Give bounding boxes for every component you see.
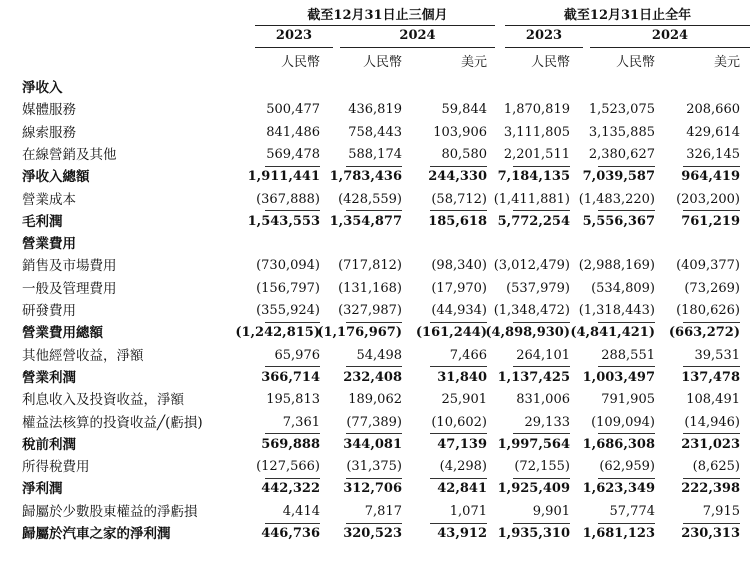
- value-cell: 7,915: [702, 503, 740, 519]
- value-cell: 288,551: [601, 347, 655, 363]
- value-cell: 244,330: [428, 169, 487, 185]
- table-row: [0, 523, 750, 545]
- value-cell: (17,970): [431, 280, 487, 296]
- value-cell: (537,979): [506, 280, 570, 296]
- row-label: 線索服務: [22, 124, 76, 141]
- value-cell: 230,313: [681, 526, 740, 541]
- value-cell: 569,888: [261, 436, 320, 452]
- value-cell: 1,523,075: [588, 102, 655, 118]
- value-cell: 442,322: [261, 481, 320, 497]
- value-cell: (730,094): [256, 258, 320, 274]
- value-cell: 446,736: [261, 526, 320, 541]
- row-label: 營業成本: [22, 191, 76, 208]
- value-cell: 1,071: [449, 503, 487, 519]
- value-cell: (1,348,472): [493, 303, 570, 318]
- header-rule: [505, 25, 750, 26]
- value-cell: (428,559): [338, 191, 402, 207]
- value-cell: (58,712): [431, 191, 487, 207]
- value-cell: 569,478: [266, 146, 320, 162]
- total-rule: [683, 478, 740, 479]
- total-rule: [513, 322, 570, 323]
- row-label: 歸屬於少數股東權益的淨虧損: [22, 503, 198, 520]
- value-cell: (1,242,815): [235, 325, 320, 341]
- value-cell: 344,081: [343, 436, 402, 452]
- total-rule: [346, 433, 402, 434]
- value-cell: (77,389): [346, 414, 402, 430]
- value-cell: 964,419: [681, 169, 740, 185]
- value-cell: 791,905: [601, 392, 655, 408]
- row-label: 淨利潤: [22, 481, 63, 498]
- total-rule: [513, 523, 570, 524]
- value-cell: 80,580: [441, 146, 487, 162]
- table-row: [0, 478, 750, 500]
- value-cell: 3,135,885: [588, 124, 655, 140]
- value-cell: (72,155): [514, 459, 570, 475]
- value-cell: 1,925,409: [497, 481, 570, 497]
- value-cell: (62,959): [599, 459, 655, 475]
- value-cell: 831,006: [516, 392, 570, 408]
- total-rule: [265, 523, 320, 524]
- year-header: 2024: [651, 28, 689, 43]
- total-rule: [346, 166, 402, 167]
- total-rule: [430, 478, 487, 479]
- value-cell: (534,809): [591, 280, 655, 296]
- value-cell: 5,556,367: [582, 213, 655, 229]
- row-label: 所得稅費用: [22, 459, 90, 476]
- value-cell: 47,139: [437, 436, 487, 452]
- total-rule: [683, 210, 740, 211]
- value-cell: 1,911,441: [247, 169, 320, 185]
- value-cell: 231,023: [681, 436, 740, 452]
- value-cell: (355,924): [256, 303, 320, 318]
- value-cell: 1,997,564: [497, 436, 570, 452]
- total-rule: [683, 523, 740, 524]
- total-rule: [430, 322, 487, 323]
- value-cell: 7,184,135: [497, 169, 570, 185]
- value-cell: (4,841,421): [570, 325, 655, 341]
- total-rule: [430, 433, 487, 434]
- row-label: 營業費用總額: [22, 325, 103, 342]
- value-cell: 42,841: [437, 481, 487, 497]
- value-cell: 1,623,349: [582, 481, 655, 497]
- total-rule: [346, 366, 402, 367]
- value-cell: 1,003,497: [582, 369, 655, 385]
- value-cell: (4,298): [439, 459, 487, 475]
- total-rule: [598, 366, 655, 367]
- value-cell: 2,201,511: [503, 146, 570, 162]
- total-rule: [513, 433, 570, 434]
- value-cell: (73,269): [684, 280, 740, 296]
- value-cell: 137,478: [681, 369, 740, 385]
- value-cell: (663,272): [668, 325, 740, 341]
- value-cell: 2,380,627: [588, 146, 655, 162]
- value-cell: 1,681,123: [582, 526, 655, 541]
- value-cell: 103,906: [433, 124, 487, 140]
- table-row: [0, 211, 750, 233]
- total-rule: [598, 433, 655, 434]
- table-row: [0, 77, 750, 99]
- value-cell: 195,813: [266, 392, 320, 408]
- value-cell: 366,714: [261, 369, 320, 385]
- value-cell: (1,483,220): [578, 191, 655, 207]
- value-cell: 841,486: [266, 124, 320, 140]
- value-cell: (156,797): [256, 280, 320, 296]
- year-header: 2023: [525, 28, 563, 43]
- table-row: [0, 189, 750, 211]
- value-cell: 222,398: [681, 481, 740, 497]
- section-heading: 營業費用: [22, 236, 76, 253]
- currency-header: 人民幣: [280, 55, 320, 70]
- year-rule: [505, 47, 583, 48]
- value-cell: (1,411,881): [493, 191, 570, 207]
- total-rule: [346, 478, 402, 479]
- value-cell: 9,901: [532, 503, 570, 519]
- row-label: 歸屬於汽車之家的淨利潤: [22, 526, 171, 542]
- table-row: [0, 434, 750, 456]
- value-cell: (109,094): [591, 414, 655, 430]
- row-label: 其他經營收益，淨額: [22, 347, 144, 364]
- total-rule: [683, 366, 740, 367]
- value-cell: 758,443: [348, 124, 402, 140]
- value-cell: 59,844: [441, 102, 487, 118]
- value-cell: 7,466: [449, 347, 487, 363]
- table-row: [0, 501, 750, 523]
- total-rule: [430, 166, 487, 167]
- table-row: [0, 278, 750, 300]
- table-row: [0, 300, 750, 322]
- table-row: [0, 389, 750, 411]
- currency-header: 人民幣: [362, 55, 402, 70]
- currency-header: 美元: [460, 55, 487, 70]
- row-label: 淨收入總額: [22, 169, 90, 186]
- value-cell: 65,976: [274, 347, 320, 363]
- total-rule: [683, 322, 740, 323]
- value-cell: 588,174: [348, 146, 402, 162]
- row-label: 權益法核算的投資收益╱(虧損): [22, 414, 203, 431]
- value-cell: 7,361: [282, 414, 320, 430]
- total-rule: [265, 166, 320, 167]
- value-cell: 1,543,553: [247, 213, 320, 229]
- value-cell: 320,523: [343, 526, 402, 541]
- value-cell: (180,626): [676, 303, 740, 318]
- value-cell: (98,340): [431, 258, 487, 274]
- currency-header: 人民幣: [615, 55, 655, 70]
- value-cell: 326,145: [686, 146, 740, 162]
- row-label: 媒體服務: [22, 102, 76, 119]
- value-cell: 31,840: [437, 369, 487, 385]
- total-rule: [598, 523, 655, 524]
- value-cell: 39,531: [694, 347, 740, 363]
- value-cell: 7,817: [364, 503, 402, 519]
- value-cell: 5,772,254: [497, 213, 570, 229]
- table-row: [0, 456, 750, 478]
- table-row: [0, 122, 750, 144]
- year-rule: [340, 47, 495, 48]
- value-cell: (367,888): [256, 191, 320, 207]
- table-row: [0, 412, 750, 434]
- total-rule: [598, 210, 655, 211]
- total-rule: [265, 478, 320, 479]
- value-cell: 436,819: [348, 102, 402, 118]
- row-label: 稅前利潤: [22, 436, 76, 453]
- value-cell: 429,614: [686, 124, 740, 140]
- table-row: [0, 345, 750, 367]
- value-cell: (3,012,479): [493, 258, 570, 274]
- value-cell: (161,244): [415, 325, 487, 341]
- value-cell: 4,414: [282, 503, 320, 519]
- total-rule: [598, 322, 655, 323]
- value-cell: 1,137,425: [497, 369, 570, 385]
- year-rule: [255, 47, 333, 48]
- value-cell: (8,625): [692, 459, 740, 475]
- value-cell: 25,901: [441, 392, 487, 408]
- value-cell: 232,408: [343, 369, 402, 385]
- value-cell: (31,375): [346, 459, 402, 475]
- total-rule: [513, 166, 570, 167]
- section-heading: 淨收入: [22, 80, 63, 96]
- value-cell: 761,219: [681, 213, 740, 229]
- currency-header: 美元: [713, 55, 740, 70]
- row-label: 銷售及市場費用: [22, 258, 117, 275]
- year-header: 2023: [275, 28, 313, 43]
- value-cell: 500,477: [266, 102, 320, 118]
- total-rule: [346, 322, 402, 323]
- value-cell: 185,618: [428, 213, 487, 229]
- full-year-header: 截至12月31日止全年: [563, 8, 692, 23]
- table-row: [0, 322, 750, 344]
- value-cell: (1,176,967): [317, 325, 402, 341]
- row-label: 毛利潤: [22, 213, 63, 230]
- total-rule: [346, 523, 402, 524]
- value-cell: 3,111,805: [503, 124, 570, 140]
- row-label: 利息收入及投資收益，淨額: [22, 392, 184, 409]
- total-rule: [598, 166, 655, 167]
- value-cell: 264,101: [516, 347, 570, 363]
- value-cell: 208,660: [686, 102, 740, 118]
- total-rule: [683, 166, 740, 167]
- value-cell: 43,912: [437, 526, 487, 541]
- year-rule: [590, 47, 750, 48]
- total-rule: [346, 210, 402, 211]
- total-rule: [265, 366, 320, 367]
- table-row: [0, 233, 750, 255]
- total-rule: [513, 366, 570, 367]
- value-cell: (44,934): [431, 303, 487, 318]
- value-cell: 1,686,308: [582, 436, 655, 452]
- value-cell: (2,988,169): [578, 258, 655, 274]
- total-rule: [683, 433, 740, 434]
- value-cell: 108,491: [686, 392, 740, 408]
- currency-header: 人民幣: [530, 55, 570, 70]
- value-cell: 1,935,310: [497, 526, 570, 541]
- total-rule: [513, 478, 570, 479]
- value-cell: 189,062: [348, 392, 402, 408]
- row-label: 營業利潤: [22, 369, 76, 386]
- value-cell: (1,318,443): [578, 303, 655, 318]
- total-rule: [265, 322, 320, 323]
- value-cell: (4,898,930): [485, 325, 570, 341]
- total-rule: [513, 210, 570, 211]
- value-cell: (10,602): [431, 414, 487, 430]
- value-cell: 29,133: [524, 414, 570, 430]
- value-cell: 57,774: [609, 503, 655, 519]
- value-cell: (409,377): [676, 258, 740, 274]
- table-row: [0, 255, 750, 277]
- total-rule: [265, 210, 320, 211]
- table-row: [0, 99, 750, 121]
- row-label: 研發費用: [22, 303, 76, 319]
- total-rule: [598, 478, 655, 479]
- value-cell: 54,498: [356, 347, 402, 363]
- row-label: 在線營銷及其他: [22, 146, 117, 163]
- value-cell: (127,566): [256, 459, 320, 475]
- row-label: 一般及管理費用: [22, 280, 117, 297]
- value-cell: 1,783,436: [329, 169, 402, 185]
- value-cell: (14,946): [684, 414, 740, 430]
- value-cell: (327,987): [338, 303, 402, 318]
- total-rule: [265, 433, 320, 434]
- value-cell: (203,200): [676, 191, 740, 207]
- table-row: [0, 144, 750, 166]
- total-rule: [430, 210, 487, 211]
- value-cell: (131,168): [338, 280, 402, 296]
- total-rule: [430, 366, 487, 367]
- value-cell: 312,706: [343, 481, 402, 497]
- three-months-header: 截至12月31日止三個月: [307, 8, 448, 23]
- header-rule: [255, 25, 495, 26]
- table-row: [0, 367, 750, 389]
- value-cell: 1,870,819: [503, 102, 570, 118]
- year-header: 2024: [399, 28, 436, 43]
- total-rule: [430, 523, 487, 524]
- value-cell: (717,812): [338, 258, 402, 274]
- value-cell: 7,039,587: [582, 169, 655, 185]
- table-row: [0, 166, 750, 188]
- value-cell: 1,354,877: [329, 213, 402, 229]
